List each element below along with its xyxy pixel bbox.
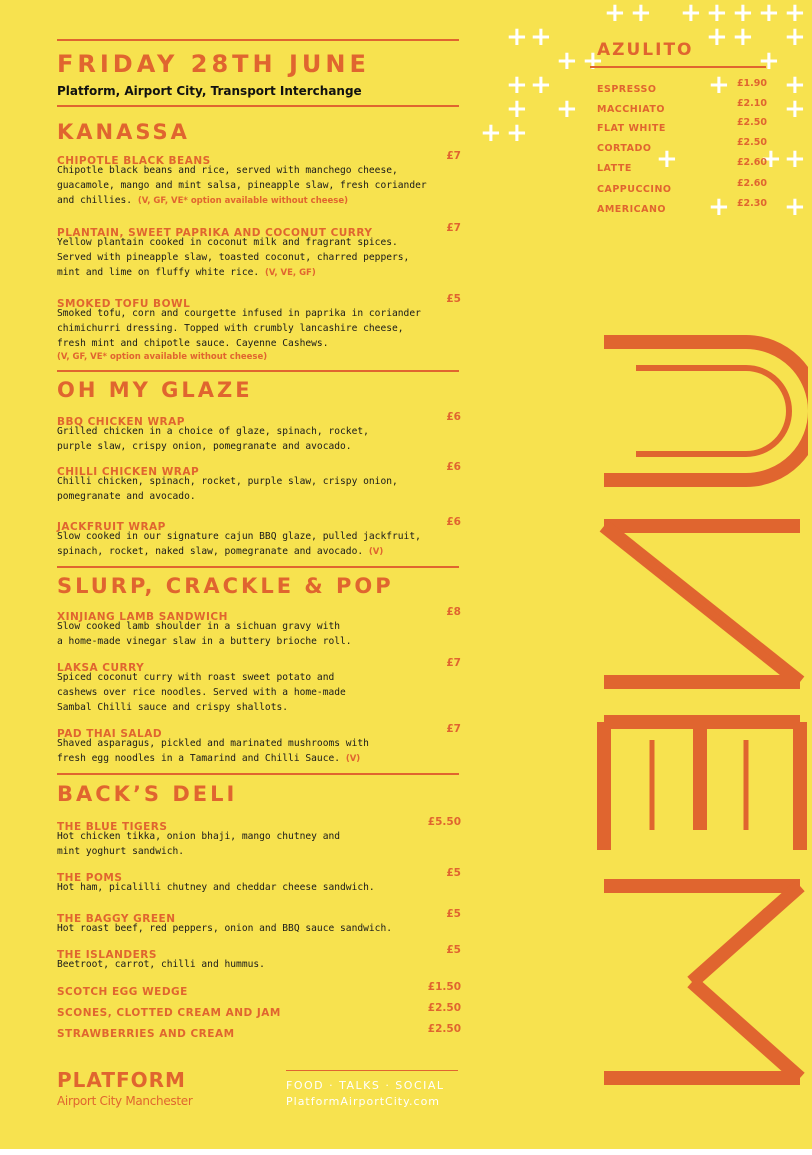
item-price: £2.50 — [427, 1002, 461, 1014]
item-price: £7 — [446, 150, 461, 162]
menu-item — [57, 149, 461, 209]
item-name: JACKFRUIT WRAP — [57, 521, 166, 533]
item-name: SCOTCH EGG WEDGE — [57, 986, 188, 998]
item-price: £8 — [446, 606, 461, 618]
item-price: £5 — [446, 944, 461, 956]
menu-item — [57, 515, 461, 560]
platform-logo-subtitle: Airport City Manchester — [57, 1094, 193, 1108]
item-description: Hot ham, picalilli chutney and cheddar cheese sandwich. — [57, 882, 375, 893]
item-description: Grilled chicken in a choice of glaze, spinach, rocket, purple slaw, crispy onion, pomegranate and avocado. — [57, 426, 369, 452]
item-name: THE ISLANDERS — [57, 949, 157, 961]
item-description: Shaved asparagus, pickled and marinated mushrooms with fresh egg noodles in a Tamarind and Chilli Sauce. (V) — [57, 738, 369, 764]
item-price: £7 — [446, 222, 461, 234]
plus-pattern: + + + + + + + + + + + + + + + + + + + + + + + + + + + + + — [480, 0, 806, 222]
item-name: SCONES, CLOTTED CREAM AND JAM — [57, 1007, 281, 1019]
footer-rule — [286, 1070, 458, 1071]
item-name: PAD THAI SALAD — [57, 728, 163, 740]
dietary-tags: (V, VE, GF) — [264, 268, 316, 278]
menu-item — [57, 980, 461, 998]
item-description: Slow cooked lamb shoulder in a sichuan gravy with a home-made vinegar slaw in a buttery brioche roll. — [57, 621, 352, 647]
item-description: Spiced coconut curry with roast sweet potato and cashews over rice noodles. Served with a home-made Sambal Chilli sauce and crispy shallots. — [57, 672, 346, 713]
menu-item — [57, 1001, 461, 1019]
menu-item — [57, 221, 461, 281]
item-description: Beetroot, carrot, chilli and hummus. — [57, 959, 265, 970]
letter-e — [604, 722, 800, 850]
dietary-tags: (V, GF, VE* option available without cheese) — [137, 196, 348, 206]
letter-m — [604, 886, 800, 1078]
item-description: Hot chicken tikka, onion bhaji, mango chutney and mint yoghurt sandwich. — [57, 831, 341, 857]
letter-n — [604, 526, 800, 682]
section-rule — [57, 370, 459, 372]
item-price: £5 — [446, 867, 461, 879]
item-name: PLANTAIN, SWEET PAPRIKA AND COCONUT CURRY — [57, 227, 373, 239]
menu-side-title — [596, 330, 808, 1086]
item-name: SMOKED TOFU BOWL — [57, 298, 191, 310]
menu-item — [57, 605, 461, 649]
coffee-row: ESPRESSO £1.90 — [597, 78, 767, 95]
item-name: BBQ CHICKEN WRAP — [57, 416, 185, 428]
menu-item — [57, 722, 461, 767]
menu-item — [57, 815, 461, 859]
item-description: Slow cooked in our signature cajun BBQ glaze, pulled jackfruit, spinach, rocket, naked slaw, pomegranate and avocado. (V) — [57, 531, 421, 557]
menu-item — [57, 460, 461, 504]
item-name: THE POMS — [57, 872, 123, 884]
azulito-rule — [590, 66, 766, 68]
item-price: £1.50 — [427, 981, 461, 993]
footer-tags: FOOD · TALKS · SOCIAL — [286, 1079, 445, 1092]
coffee-row: CAPPUCCINO £2.60 — [597, 178, 767, 195]
footer-url[interactable]: PlatformAirportCity.com — [286, 1095, 441, 1108]
menu-item — [57, 656, 461, 715]
section-rule — [57, 566, 459, 568]
item-description: Chipotle black beans and rice, served with manchego cheese, guacamole, mango and mint salsa, pineapple slaw, fresh coriander and chillies. (V, GF, VE* option available without cheese) — [57, 165, 427, 206]
item-description: Smoked tofu, corn and courgette infused in paprika in coriander chimichurri dressing. Topped with crumbly lancashire cheese, fresh mint and chipotle sauce. Cayenne Cashews. — [57, 308, 421, 349]
item-price: £6 — [446, 461, 461, 473]
item-price: £6 — [446, 516, 461, 528]
section-rule — [57, 773, 459, 775]
item-description: Chilli chicken, spinach, rocket, purple slaw, crispy onion, pomegranate and avocado. — [57, 476, 398, 502]
item-name: THE BLUE TIGERS — [57, 821, 168, 833]
event-location: Platform, Airport City, Transport Interchange — [57, 84, 362, 98]
dietary-tags: (V) — [345, 754, 361, 764]
item-name: CHILLI CHICKEN WRAP — [57, 466, 200, 478]
item-name: XINJIANG LAMB SANDWICH — [57, 611, 228, 623]
menu-item — [57, 292, 461, 364]
item-price: £5 — [446, 293, 461, 305]
header-rule — [57, 105, 459, 107]
menu-side-title-text: MENU — [596, 330, 599, 331]
section-title-backs-deli: BACK’S DELI — [57, 782, 238, 806]
menu-item — [57, 1022, 461, 1040]
dietary-tags: (V, GF, VE* option available without cheese) — [57, 352, 268, 362]
item-name: LAKSA CURRY — [57, 662, 145, 674]
item-price: £2.50 — [427, 1023, 461, 1035]
section-title-kanassa: KANASSA — [57, 120, 190, 144]
coffee-row: LATTE £2.60 — [597, 157, 767, 174]
menu-item — [57, 943, 461, 972]
item-name: CHIPOTLE BLACK BEANS — [57, 155, 211, 167]
top-rule — [57, 39, 459, 41]
coffee-row: CORTADO £2.50 — [597, 137, 767, 154]
item-price: £7 — [446, 723, 461, 735]
item-price: £5.50 — [427, 816, 461, 828]
menu-item — [57, 907, 461, 936]
coffee-row: AMERICANO £2.30 — [597, 198, 767, 215]
menu-item — [57, 866, 461, 895]
platform-logo: PLATFORM — [57, 1068, 186, 1092]
section-title-oh-my-glaze: OH MY GLAZE — [57, 378, 253, 402]
item-price: £5 — [446, 908, 461, 920]
event-date: FRIDAY 28TH JUNE — [57, 50, 370, 78]
item-price: £6 — [446, 411, 461, 423]
bottom-strip — [0, 1149, 812, 1155]
item-price: £7 — [446, 657, 461, 669]
menu-item — [57, 410, 461, 454]
item-name: STRAWBERRIES AND CREAM — [57, 1028, 235, 1040]
section-title-slurp-crackle-pop: SLURP, CRACKLE & POP — [57, 574, 394, 598]
coffee-row: FLAT WHITE £2.50 — [597, 117, 767, 134]
item-name: THE BAGGY GREEN — [57, 913, 176, 925]
coffee-row: MACCHIATO £2.10 — [597, 98, 767, 115]
item-description: Hot roast beef, red peppers, onion and BBQ sauce sandwich. — [57, 923, 393, 934]
azulito-title: AZULITO — [597, 40, 694, 60]
item-description: Yellow plantain cooked in coconut milk and fragrant spices. Served with pineapple slaw, toasted coconut, charred peppers, mint and lime on fluffy white rice. (V, VE, GF) — [57, 237, 410, 278]
dietary-tags: (V) — [368, 547, 384, 557]
letter-u — [604, 342, 808, 480]
